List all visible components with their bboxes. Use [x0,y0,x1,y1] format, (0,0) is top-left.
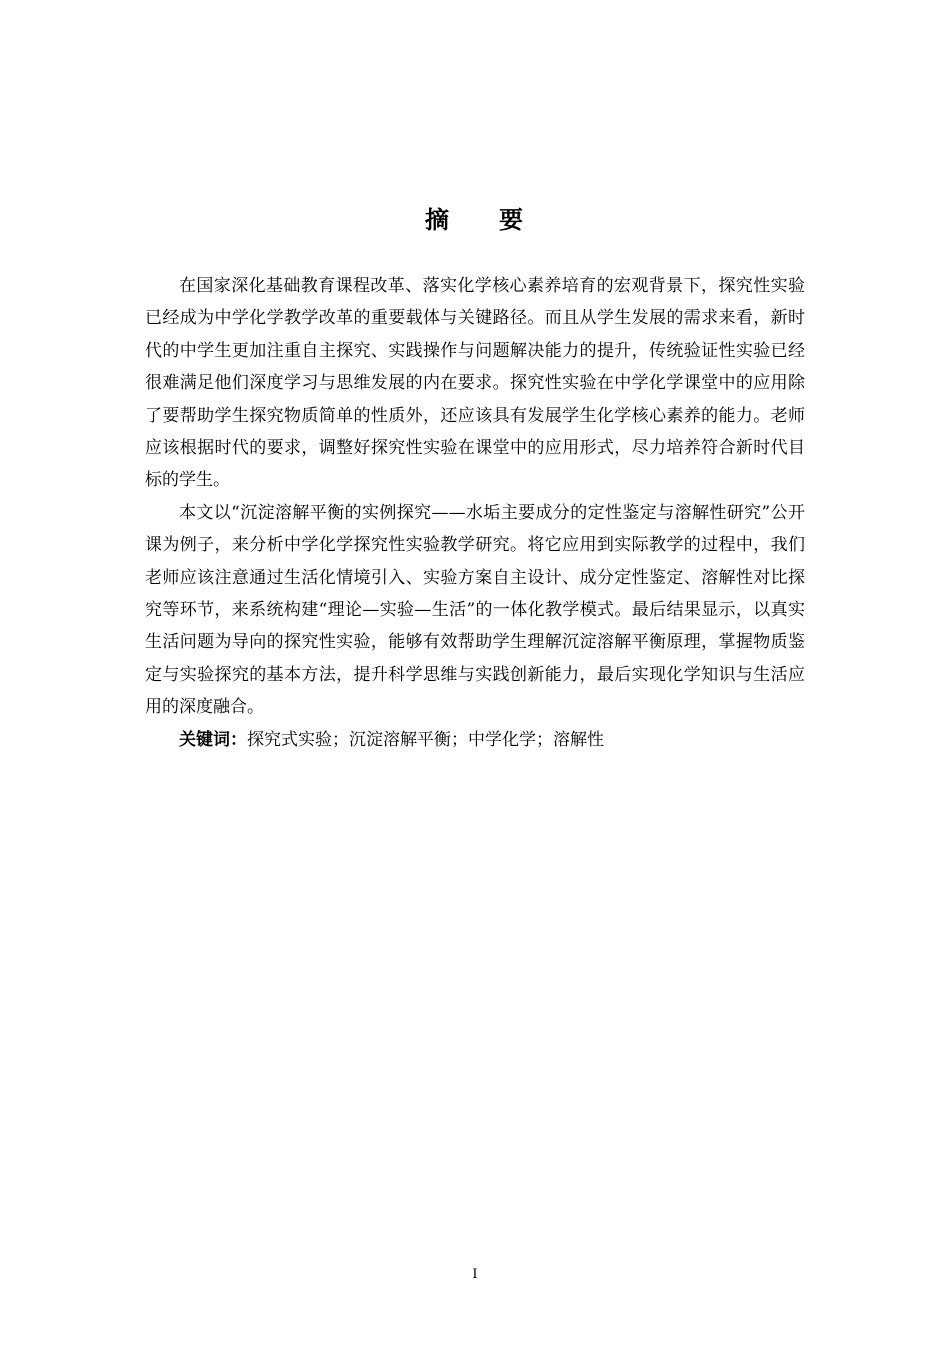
keywords-label: 关键词： [179,729,247,750]
title-char-1: 摘 [425,206,451,234]
page-number: I [472,1267,478,1282]
abstract-paragraph-1: 在国家深化基础教育课程改革、落实化学核心素养培育的宏观背景下，探究性实验已经成为中学化学教学改革的重要载体与关键路径。而且从学生发展的需求来看，新时代的中学生更加注重自主探究、实践操作与问题解决能力的提升，传统验证性实验已经很难满足他们深度学习与思维发展的内在要求。探究性实验在中学化学课堂中的应用除了要帮助学生探究物质简单的性质外，还应该具有发展学生化学核心素养的能力。老师应该根据时代的要求，调整好探究性实验在课堂中的应用形式，尽力培养符合新时代目标的学生。 [145,276,805,491]
keywords-line [145,724,805,756]
keywords-text: 探究式实验；沉淀溶解平衡；中学化学；溶解性 [247,729,604,750]
abstract-paragraph-2: 本文以“沉淀溶解平衡的实例探究——水垢主要成分的定性鉴定与溶解性研究”公开课为例子，来分析中学化学探究性实验教学研究。将它应用到实际教学的过程中，我们老师应该注意通过生活化情境引入、实验方案自主设计、成分定性鉴定、溶解性对比探究等环节，来系统构建“理论—实验—生活”的一体化教学模式。最后结果显示，以真实生活问题为导向的探究性实验，能够有效帮助学生理解沉淀溶解平衡原理，掌握物质鉴定与实验探究的基本方法，提升科学思维与实践创新能力，最后实现化学知识与生活应用的深度融合。 [145,502,805,718]
title-char-2: 要 [499,206,525,234]
abstract-body [145,270,805,756]
abstract-title [0,200,950,235]
